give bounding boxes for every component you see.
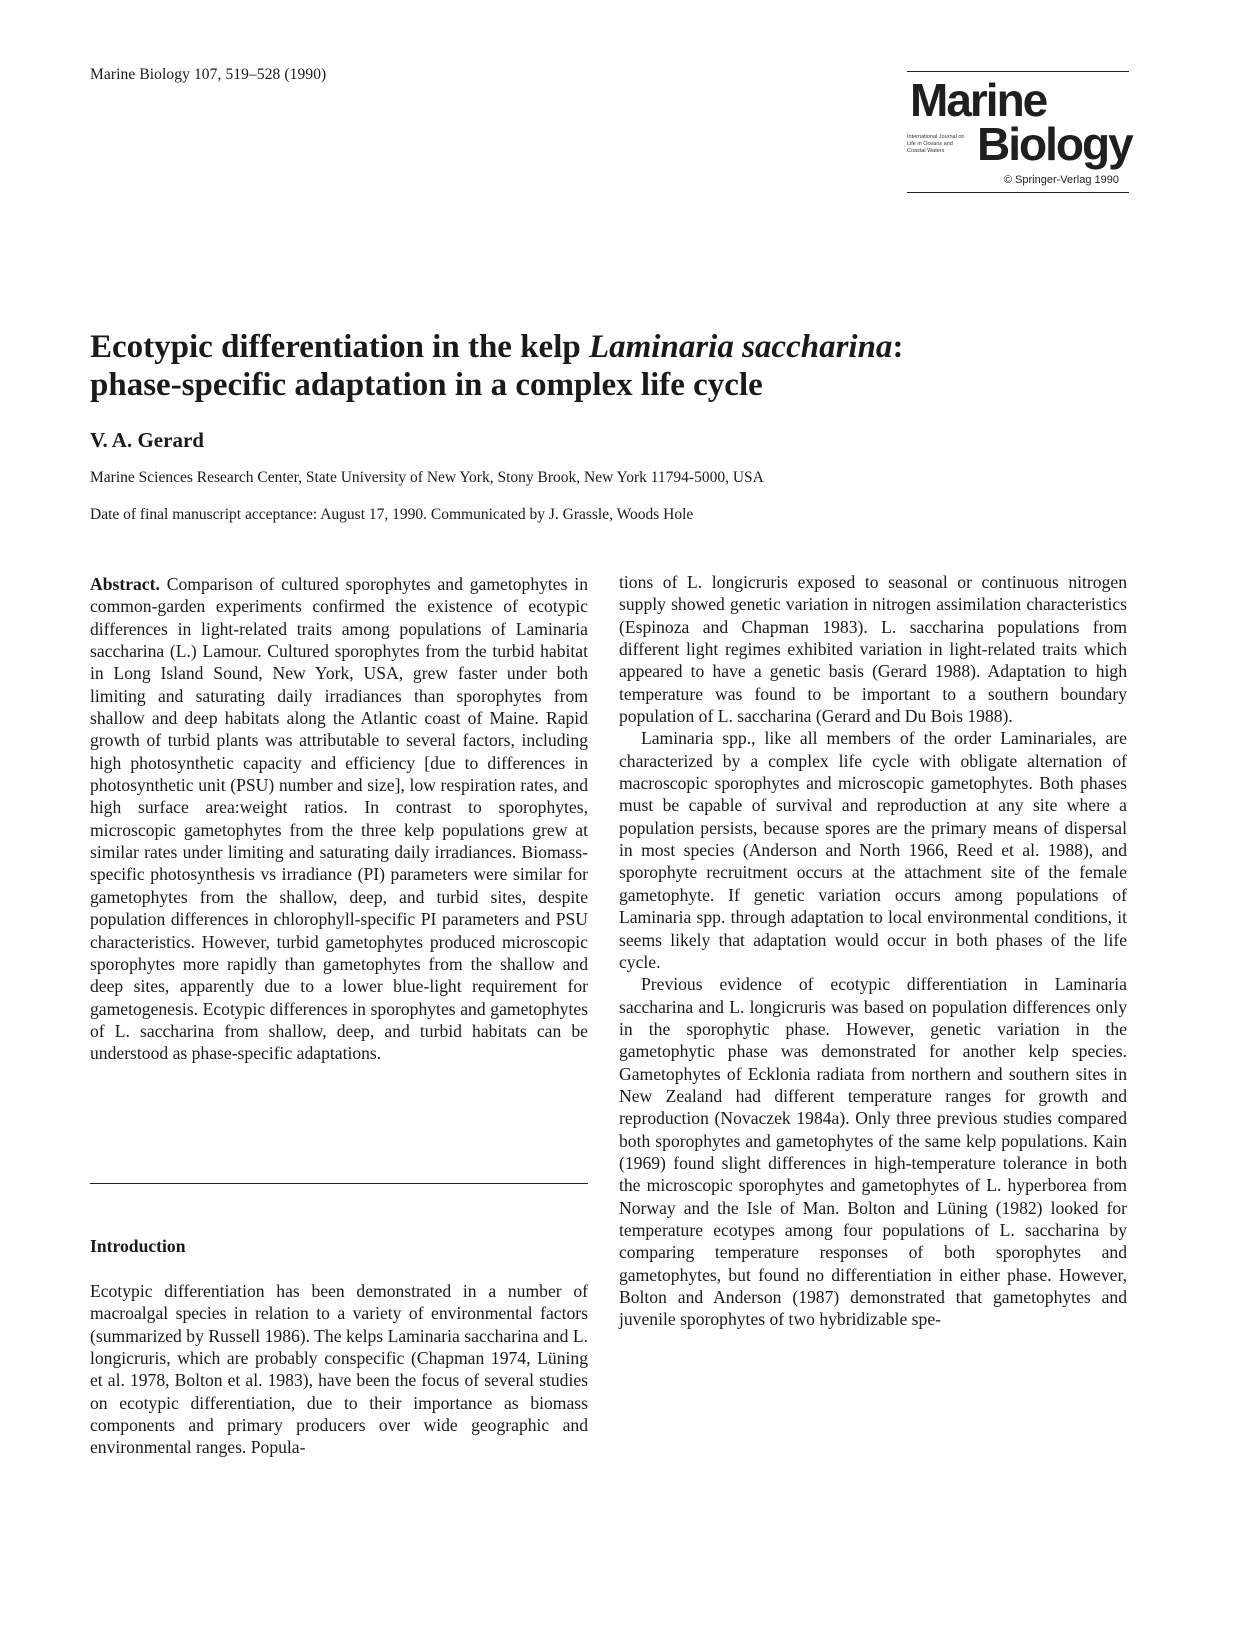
logo-word-marine: Marine [910,74,1047,126]
abstract-heading: Abstract. [90,574,160,594]
introduction-block [90,1280,588,1459]
introduction-heading: Introduction [90,1236,186,1256]
introduction-paragraph-1: Ecotypic differentiation has been demonstrated in a number of macroalgal species in relation to a variety of environmental factors (summarized by Russell 1986). The kelps Laminaria saccharina and L. longicruris, which are probably conspecific (Chapman 1974, Lüning et al. 1978, Bolton et al. 1983), have been the focus of several studies on ecotypic differentiation, due to their importance as biomass components and primary producers over wide geographic and environmental ranges. Popula- [90,1281,588,1458]
title-colon: : [892,329,904,365]
copyright-notice: © Springer-Verlag 1990 [1003,174,1119,186]
title-line2: phase-specific adaptation in a complex life cycle [90,367,763,403]
logo-top-rule [907,71,1129,72]
journal-logo [907,71,1132,194]
logo-word-biology: Biology [977,118,1132,170]
section-divider [90,1183,588,1184]
right-paragraph-2: Laminaria spp., like all members of the order Laminariales, are characterized by a complex life cycle with obligate alternation of macroscopic sporophytes and microscopic gametophytes. Both phases must be capable of survival and reproduction at any site where a population persists, because spores are the primary means of dispersal in most species (Anderson and North 1966, Reed et al. 1988), and sporophyte recruitment occurs at the attachment site of the female gametophyte. If genetic variation occurs among populations of Laminaria spp. through adaptation to local environmental conditions, it seems likely that adaptation would occur in both phases of the life cycle. [619,728,1127,972]
right-column [619,571,1127,1331]
manuscript-dates: Date of final manuscript acceptance: August 17, 1990. Communicated by J. Grassle, Woods Hole [90,506,694,523]
author-affiliation: Marine Sciences Research Center, State University of New York, Stony Brook, New York 11794-5000, USA [90,469,764,486]
title-part1: Ecotypic differentiation in the kelp [90,329,589,365]
article-title [90,328,1150,404]
right-paragraph-3: Previous evidence of ecotypic differentiation in Laminaria saccharina and L. longicruris was based on population differences only in the sporophytic phase. However, genetic variation in the gametophytic phase was demonstrated for another kelp species. Gametophytes of Ecklonia radiata from northern and southern sites in New Zealand had different temperature ranges for growth and reproduction (Novaczek 1984a). Only three previous studies compared both sporophytes and gametophytes of the same kelp populations. Kain (1969) found slight differences in high-temperature tolerance in both the microscopic sporophytes and gametophytes of L. hyperborea from Norway and the Isle of Man. Bolton and Lüning (1982) looked for temperature ecotypes among four populations of L. saccharina by comparing temperature responses of both sporophytes and gametophytes, but found no differentiation in either phase. However, Bolton and Anderson (1987) demonstrated that gametophytes and juvenile sporophytes of two hybridizable spe- [619,974,1127,1330]
author-name: V. A. Gerard [90,428,204,452]
abstract-text: Comparison of cultured sporophytes and gametophytes in common-garden experiments confirmed the existence of ecotypic differences in light-related traits among populations of Laminaria saccharina (L.) Lamour. Cultured sporophytes from the turbid habitat in Long Island Sound, New York, USA, grew faster under both limiting and saturating daily irradiances than sporophytes from shallow and deep habitats along the Atlantic coast of Maine. Rapid growth of turbid plants was attributable to several factors, including high photosynthetic capacity and efficiency [due to differences in photosynthetic unit (PSU) number and size], low respiration rates, and high surface area:weight ratios. In contrast to sporophytes, microscopic gametophytes from the three kelp populations grew at similar rates under limiting and saturating daily irradiances. Biomass-specific photosynthesis vs irradiance (PI) parameters were similar for gametophytes from the shallow, deep, and turbid sites, despite population differences in chlorophyll-specific PI parameters and PSU characteristics. However, turbid gametophytes produced microscopic sporophytes more rapidly than gametophytes from the shallow and deep sites, apparently due to a lower blue-light requirement for gametogenesis. Ecotypic differences in sporophytes and gametophytes of L. saccharina from shallow, deep, and turbid habitats can be understood as phase-specific adaptations. [90,574,588,1064]
abstract-block [90,573,588,1065]
logo-tagline: International Journal on Life in Oceans and Coastal Waters [907,134,965,154]
right-paragraph-1: tions of L. longicruris exposed to seasonal or continuous nitrogen supply showed genetic variation in nitrogen assimilation characteristics (Espinoza and Chapman 1983). L. saccharina populations from different light regimes exhibited variation in light-related traits which appeared to have a genetic basis (Gerard 1988). Adaptation to high temperature was found to be important to a southern boundary population of L. saccharina (Gerard and Du Bois 1988). [619,572,1127,727]
logo-bottom-rule [907,192,1129,193]
title-species: Laminaria saccharina [588,329,893,365]
journal-citation: Marine Biology 107, 519–528 (1990) [90,66,327,83]
